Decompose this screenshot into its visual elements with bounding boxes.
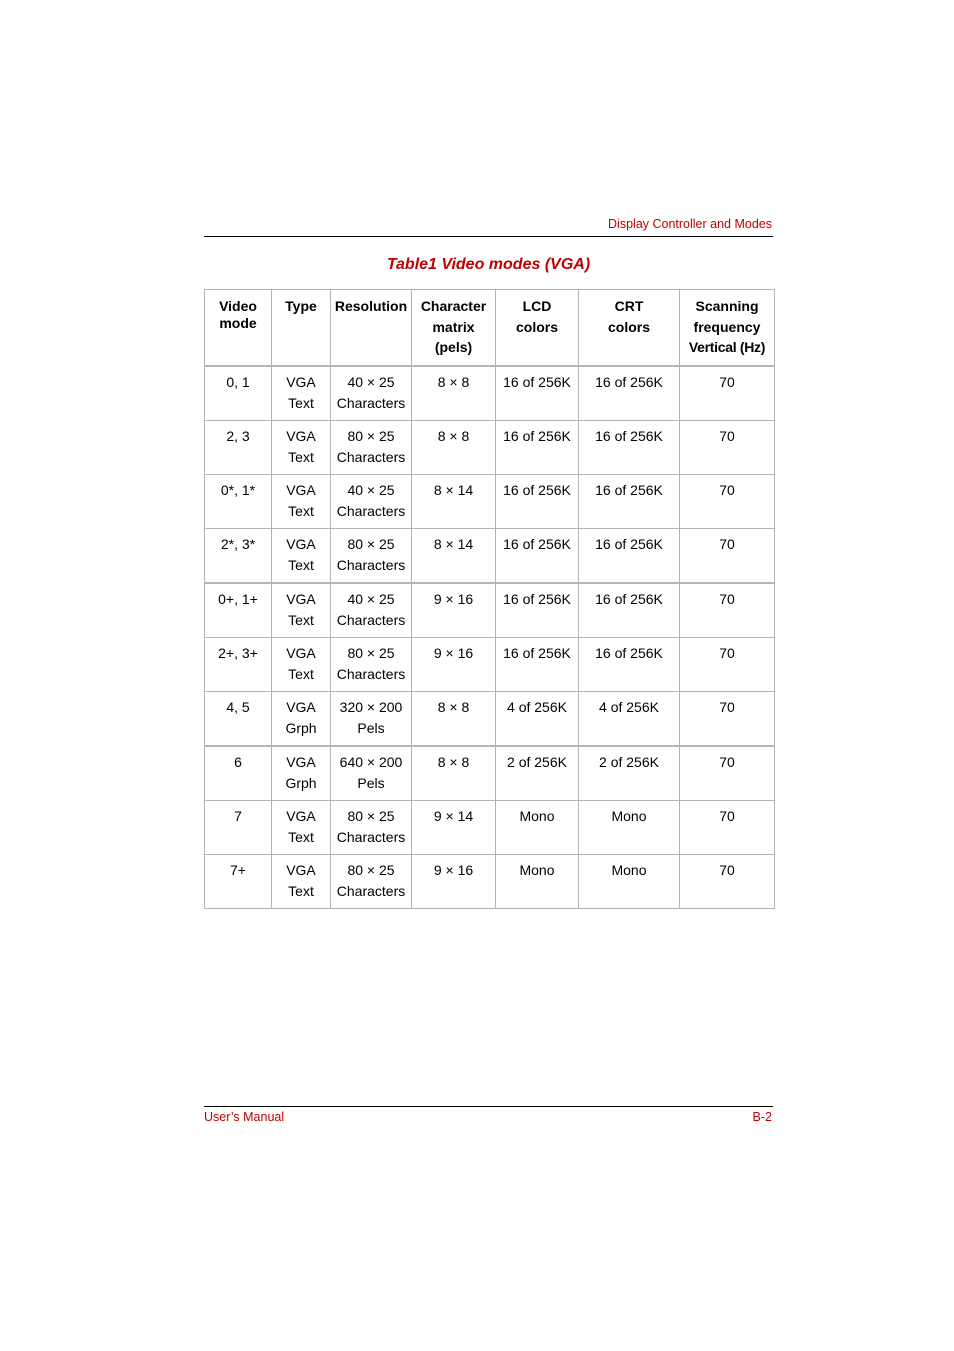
header-line: Vertical (Hz) bbox=[688, 339, 766, 355]
cell-type bbox=[272, 366, 331, 421]
cell-line: 80 × 25 bbox=[347, 645, 395, 661]
cell-line: VGA bbox=[286, 754, 316, 770]
video-modes-table bbox=[204, 289, 775, 909]
cell-line: VGA bbox=[286, 591, 316, 607]
cell-line: 40 × 25 bbox=[347, 482, 395, 498]
cell-lcd-colors bbox=[496, 746, 579, 801]
cell-line: 16 of 256K bbox=[503, 374, 571, 390]
header-line: Character bbox=[420, 298, 487, 314]
cell-character-matrix bbox=[412, 583, 496, 638]
cell-line: 16 of 256K bbox=[503, 482, 571, 498]
cell-character-matrix bbox=[412, 801, 496, 855]
cell-lcd-colors bbox=[496, 421, 579, 475]
cell-line: 640 × 200 bbox=[339, 754, 403, 770]
cell-crt-colors bbox=[579, 638, 680, 692]
table-row bbox=[205, 801, 775, 855]
cell-line: 8 × 14 bbox=[433, 536, 474, 552]
cell-scanning-frequency bbox=[680, 421, 775, 475]
table-row bbox=[205, 529, 775, 584]
cell-line: Mono bbox=[611, 862, 647, 878]
cell-scanning-frequency bbox=[680, 366, 775, 421]
cell-line: Mono bbox=[519, 808, 555, 824]
table-row bbox=[205, 475, 775, 529]
cell-line: 8 × 8 bbox=[437, 699, 470, 715]
cell-line: Text bbox=[288, 503, 314, 519]
cell-line: 70 bbox=[719, 754, 735, 770]
header-line: frequency bbox=[693, 318, 761, 335]
cell-lcd-colors bbox=[496, 583, 579, 638]
running-header: Display Controller and Modes bbox=[608, 217, 772, 231]
cell-character-matrix bbox=[412, 855, 496, 909]
cell-line: Characters bbox=[336, 449, 406, 465]
cell-line: 8 × 8 bbox=[437, 428, 470, 444]
cell-line: VGA bbox=[286, 428, 316, 444]
cell-line: 0, 1 bbox=[226, 374, 250, 390]
cell-character-matrix bbox=[412, 529, 496, 584]
cell-line: Characters bbox=[336, 829, 406, 845]
cell-line: 9 × 14 bbox=[433, 808, 474, 824]
cell-line: Text bbox=[288, 395, 314, 411]
cell-line: 16 of 256K bbox=[503, 428, 571, 444]
header-line: LCD bbox=[522, 298, 552, 314]
cell-line: 16 of 256K bbox=[595, 482, 663, 498]
column-header-character-matrix bbox=[412, 290, 496, 367]
cell-type bbox=[272, 692, 331, 747]
cell-line: Text bbox=[288, 449, 314, 465]
cell-line: 80 × 25 bbox=[347, 536, 395, 552]
cell-crt-colors bbox=[579, 746, 680, 801]
table-body bbox=[205, 366, 775, 909]
cell-line: 2*, 3* bbox=[220, 536, 256, 552]
cell-resolution bbox=[331, 421, 412, 475]
cell-line: 16 of 256K bbox=[503, 645, 571, 661]
cell-video-mode bbox=[205, 475, 272, 529]
header-line: mode bbox=[219, 314, 257, 331]
cell-line: 7 bbox=[234, 808, 242, 824]
cell-line: 16 of 256K bbox=[503, 591, 571, 607]
cell-resolution bbox=[331, 475, 412, 529]
cell-resolution bbox=[331, 801, 412, 855]
cell-scanning-frequency bbox=[680, 801, 775, 855]
table-row bbox=[205, 855, 775, 909]
cell-scanning-frequency bbox=[680, 638, 775, 692]
cell-line: Characters bbox=[336, 557, 406, 573]
cell-line: Text bbox=[288, 829, 314, 845]
cell-line: Characters bbox=[336, 395, 406, 411]
cell-line: Characters bbox=[336, 503, 406, 519]
cell-resolution bbox=[331, 529, 412, 584]
cell-line: Mono bbox=[611, 808, 647, 824]
table-header-row bbox=[205, 290, 775, 367]
cell-type bbox=[272, 475, 331, 529]
table-row bbox=[205, 692, 775, 747]
cell-line: 70 bbox=[719, 591, 735, 607]
table-row bbox=[205, 638, 775, 692]
cell-line: Pels bbox=[357, 775, 385, 791]
table-row bbox=[205, 746, 775, 801]
cell-type bbox=[272, 746, 331, 801]
cell-line: 40 × 25 bbox=[347, 374, 395, 390]
cell-video-mode bbox=[205, 529, 272, 584]
cell-line: 8 × 8 bbox=[437, 374, 470, 390]
cell-character-matrix bbox=[412, 638, 496, 692]
cell-video-mode bbox=[205, 638, 272, 692]
cell-line: 320 × 200 bbox=[339, 699, 403, 715]
cell-crt-colors bbox=[579, 529, 680, 584]
cell-video-mode bbox=[205, 583, 272, 638]
cell-scanning-frequency bbox=[680, 692, 775, 747]
cell-video-mode bbox=[205, 421, 272, 475]
header-line: CRT bbox=[614, 298, 644, 314]
cell-video-mode bbox=[205, 801, 272, 855]
cell-line: Characters bbox=[336, 883, 406, 899]
cell-line: 70 bbox=[719, 428, 735, 444]
table-row bbox=[205, 366, 775, 421]
column-header-crt-colors bbox=[579, 290, 680, 367]
footer-page-number: B-2 bbox=[752, 1110, 772, 1124]
cell-line: 16 of 256K bbox=[595, 374, 663, 390]
cell-line: Grph bbox=[285, 775, 317, 791]
cell-lcd-colors bbox=[496, 801, 579, 855]
cell-line: 80 × 25 bbox=[347, 808, 395, 824]
cell-type bbox=[272, 421, 331, 475]
cell-lcd-colors bbox=[496, 692, 579, 747]
cell-line: 70 bbox=[719, 645, 735, 661]
cell-resolution bbox=[331, 638, 412, 692]
cell-line: 0*, 1* bbox=[220, 482, 256, 498]
cell-line: 2+, 3+ bbox=[218, 645, 258, 661]
cell-scanning-frequency bbox=[680, 746, 775, 801]
cell-line: 8 × 8 bbox=[437, 754, 470, 770]
cell-crt-colors bbox=[579, 366, 680, 421]
cell-line: 4 of 256K bbox=[507, 699, 567, 715]
cell-resolution bbox=[331, 692, 412, 747]
cell-character-matrix bbox=[412, 692, 496, 747]
cell-line: 70 bbox=[719, 699, 735, 715]
column-header-resolution bbox=[331, 290, 412, 367]
cell-line: 16 of 256K bbox=[595, 591, 663, 607]
cell-scanning-frequency bbox=[680, 529, 775, 584]
cell-line: 9 × 16 bbox=[433, 591, 474, 607]
cell-video-mode bbox=[205, 692, 272, 747]
table-row bbox=[205, 421, 775, 475]
cell-line: Text bbox=[288, 557, 314, 573]
cell-line: 40 × 25 bbox=[347, 591, 395, 607]
column-header-lcd-colors bbox=[496, 290, 579, 367]
header-line: Video bbox=[219, 298, 257, 314]
header-line: Resolution bbox=[334, 298, 408, 314]
footer-rule bbox=[204, 1106, 773, 1107]
header-rule bbox=[204, 236, 773, 237]
cell-character-matrix bbox=[412, 475, 496, 529]
cell-line: 0+, 1+ bbox=[218, 591, 258, 607]
cell-line: Text bbox=[288, 883, 314, 899]
cell-crt-colors bbox=[579, 421, 680, 475]
cell-line: Characters bbox=[336, 666, 406, 682]
cell-line: 4 of 256K bbox=[599, 699, 659, 715]
cell-crt-colors bbox=[579, 583, 680, 638]
cell-line: 70 bbox=[719, 374, 735, 390]
cell-line: Text bbox=[288, 666, 314, 682]
cell-line: 7+ bbox=[230, 862, 246, 878]
cell-line: Characters bbox=[336, 612, 406, 628]
cell-character-matrix bbox=[412, 366, 496, 421]
cell-line: VGA bbox=[286, 536, 316, 552]
cell-line: 70 bbox=[719, 808, 735, 824]
header-line: colors bbox=[515, 318, 558, 335]
cell-resolution bbox=[331, 746, 412, 801]
cell-crt-colors bbox=[579, 692, 680, 747]
header-line: colors bbox=[607, 318, 650, 335]
cell-crt-colors bbox=[579, 475, 680, 529]
cell-line: 80 × 25 bbox=[347, 862, 395, 878]
cell-video-mode bbox=[205, 746, 272, 801]
cell-line: VGA bbox=[286, 808, 316, 824]
cell-line: 6 bbox=[234, 754, 242, 770]
cell-line: 2, 3 bbox=[226, 428, 250, 444]
cell-line: 2 of 256K bbox=[507, 754, 567, 770]
cell-line: Pels bbox=[357, 720, 385, 736]
footer-manual-title: User’s Manual bbox=[204, 1110, 285, 1124]
cell-line: 16 of 256K bbox=[503, 536, 571, 552]
column-header-video-mode bbox=[205, 290, 272, 367]
cell-resolution bbox=[331, 366, 412, 421]
cell-type bbox=[272, 801, 331, 855]
cell-crt-colors bbox=[579, 855, 680, 909]
table-title: Table1 Video modes (VGA) bbox=[386, 256, 591, 273]
cell-line: Text bbox=[288, 612, 314, 628]
cell-type bbox=[272, 583, 331, 638]
cell-lcd-colors bbox=[496, 475, 579, 529]
cell-line: VGA bbox=[286, 482, 316, 498]
cell-lcd-colors bbox=[496, 529, 579, 584]
cell-line: 70 bbox=[719, 536, 735, 552]
cell-resolution bbox=[331, 583, 412, 638]
cell-line: 8 × 14 bbox=[433, 482, 474, 498]
cell-scanning-frequency bbox=[680, 583, 775, 638]
cell-line: 16 of 256K bbox=[595, 428, 663, 444]
cell-video-mode bbox=[205, 366, 272, 421]
cell-character-matrix bbox=[412, 421, 496, 475]
cell-line: VGA bbox=[286, 862, 316, 878]
column-header-scanning-frequency bbox=[680, 290, 775, 367]
cell-line: VGA bbox=[286, 699, 316, 715]
header-line: Scanning bbox=[695, 298, 759, 314]
cell-type bbox=[272, 855, 331, 909]
cell-character-matrix bbox=[412, 746, 496, 801]
cell-line: 80 × 25 bbox=[347, 428, 395, 444]
header-line: Type bbox=[285, 298, 317, 314]
cell-line: 9 × 16 bbox=[433, 645, 474, 661]
cell-line: Grph bbox=[285, 720, 317, 736]
cell-lcd-colors bbox=[496, 366, 579, 421]
cell-scanning-frequency bbox=[680, 475, 775, 529]
header-line: (pels) bbox=[434, 339, 473, 355]
cell-line: Mono bbox=[519, 862, 555, 878]
table-row bbox=[205, 583, 775, 638]
cell-lcd-colors bbox=[496, 638, 579, 692]
cell-type bbox=[272, 638, 331, 692]
cell-video-mode bbox=[205, 855, 272, 909]
cell-line: VGA bbox=[286, 645, 316, 661]
cell-scanning-frequency bbox=[680, 855, 775, 909]
cell-line: 2 of 256K bbox=[599, 754, 659, 770]
cell-line: 4, 5 bbox=[226, 699, 250, 715]
cell-resolution bbox=[331, 855, 412, 909]
header-line: matrix bbox=[432, 318, 475, 335]
cell-line: 9 × 16 bbox=[433, 862, 474, 878]
column-header-type bbox=[272, 290, 331, 367]
cell-type bbox=[272, 529, 331, 584]
cell-line: VGA bbox=[286, 374, 316, 390]
cell-line: 16 of 256K bbox=[595, 645, 663, 661]
cell-line: 16 of 256K bbox=[595, 536, 663, 552]
cell-line: 70 bbox=[719, 862, 735, 878]
cell-crt-colors bbox=[579, 801, 680, 855]
cell-lcd-colors bbox=[496, 855, 579, 909]
cell-line: 70 bbox=[719, 482, 735, 498]
